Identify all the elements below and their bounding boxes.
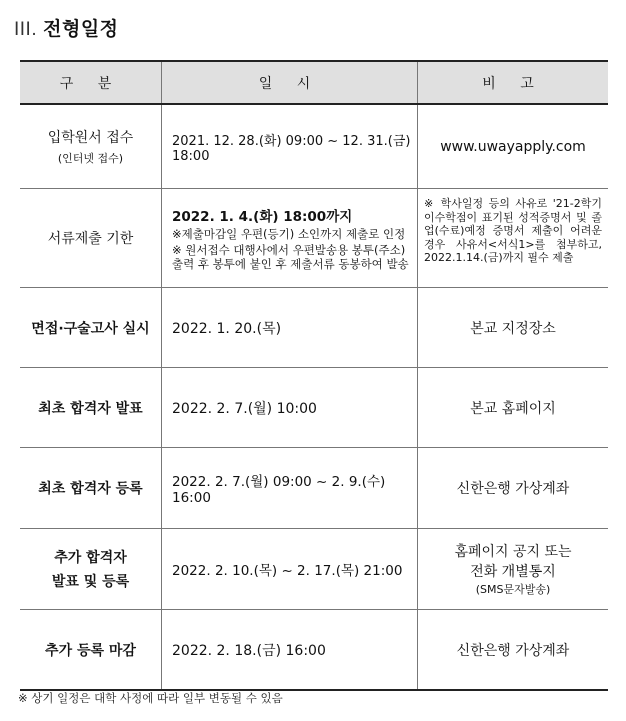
row-remark: 신한은행 가상계좌 (418, 610, 609, 691)
row-remark (418, 529, 609, 610)
row-date (162, 189, 418, 288)
row-date: 2022. 2. 7.(월) 10:00 (162, 368, 418, 448)
row-date: 2022. 2. 10.(목) ~ 2. 17.(목) 21:00 (162, 529, 418, 610)
header-category: 구 분 (20, 61, 162, 104)
remark-line: (SMS문자발송) (475, 583, 551, 596)
category-line: 발표 및 등록 (51, 574, 130, 590)
row-remark (418, 189, 609, 288)
table-row (20, 288, 608, 368)
header-remark: 비 고 (418, 61, 609, 104)
remark-line: 홈페이지 공지 또는 (454, 544, 572, 560)
category-line: 추가 합격자 (54, 550, 127, 566)
category-sub: (인터넷 접수) (57, 152, 124, 165)
row-remark: 본교 지정장소 (418, 288, 609, 368)
table-row (20, 529, 608, 610)
table-row (20, 189, 608, 288)
row-category: 최초 합격자 발표 (20, 368, 162, 448)
remark-line: 전화 개별통지 (470, 564, 556, 580)
section-number: III. (14, 19, 38, 40)
table-row (20, 448, 608, 529)
table-header-row (20, 61, 608, 104)
remark-note: ※ 학사일정 등의 사유로 '21-2학기 이수학점이 표기된 성적증명서 및 졸업(수료)예정 증명서 제출이 어려운 경우 사유서<서식1>를 첨부하고, 2022.1.14.(금)까지 필수 제출 (424, 197, 602, 264)
category-text: 입학원서 접수 (47, 130, 134, 146)
row-category (20, 529, 162, 610)
schedule-table (20, 60, 608, 691)
row-category: 추가 등록 마감 (20, 610, 162, 691)
date-main: 2022. 1. 4.(화) 18:00까지 (172, 209, 353, 225)
section-title (14, 14, 119, 41)
row-category: 최초 합격자 등록 (20, 448, 162, 529)
row-remark: 본교 홈페이지 (418, 368, 609, 448)
row-category: 서류제출 기한 (20, 189, 162, 288)
row-remark: www.uwayapply.com (418, 104, 609, 189)
row-category (20, 104, 162, 189)
row-date: 2022. 1. 20.(목) (162, 288, 418, 368)
table-row (20, 368, 608, 448)
row-category: 면접·구술고사 실시 (20, 288, 162, 368)
header-date: 일 시 (162, 61, 418, 104)
row-date: 2022. 2. 18.(금) 16:00 (162, 610, 418, 691)
row-remark: 신한은행 가상계좌 (418, 448, 609, 529)
section-title-text: 전형일정 (43, 18, 119, 40)
date-note: ※제출마감일 우편(등기) 소인까지 제출로 인정 (172, 227, 406, 241)
table-row (20, 104, 608, 189)
table-row (20, 610, 608, 691)
row-date: 2022. 2. 7.(월) 09:00 ~ 2. 9.(수) 16:00 (162, 448, 418, 529)
row-date: 2021. 12. 28.(화) 09:00 ~ 12. 31.(금) 18:00 (162, 104, 418, 189)
footnote: ※ 상기 일정은 대학 사정에 따라 일부 변동될 수 있음 (18, 691, 283, 705)
date-note: ※ 원서접수 대행사에서 우편발송용 봉투(주소)출력 후 봉투에 붙인 후 제출서류 동봉하여 발송 (172, 243, 409, 271)
